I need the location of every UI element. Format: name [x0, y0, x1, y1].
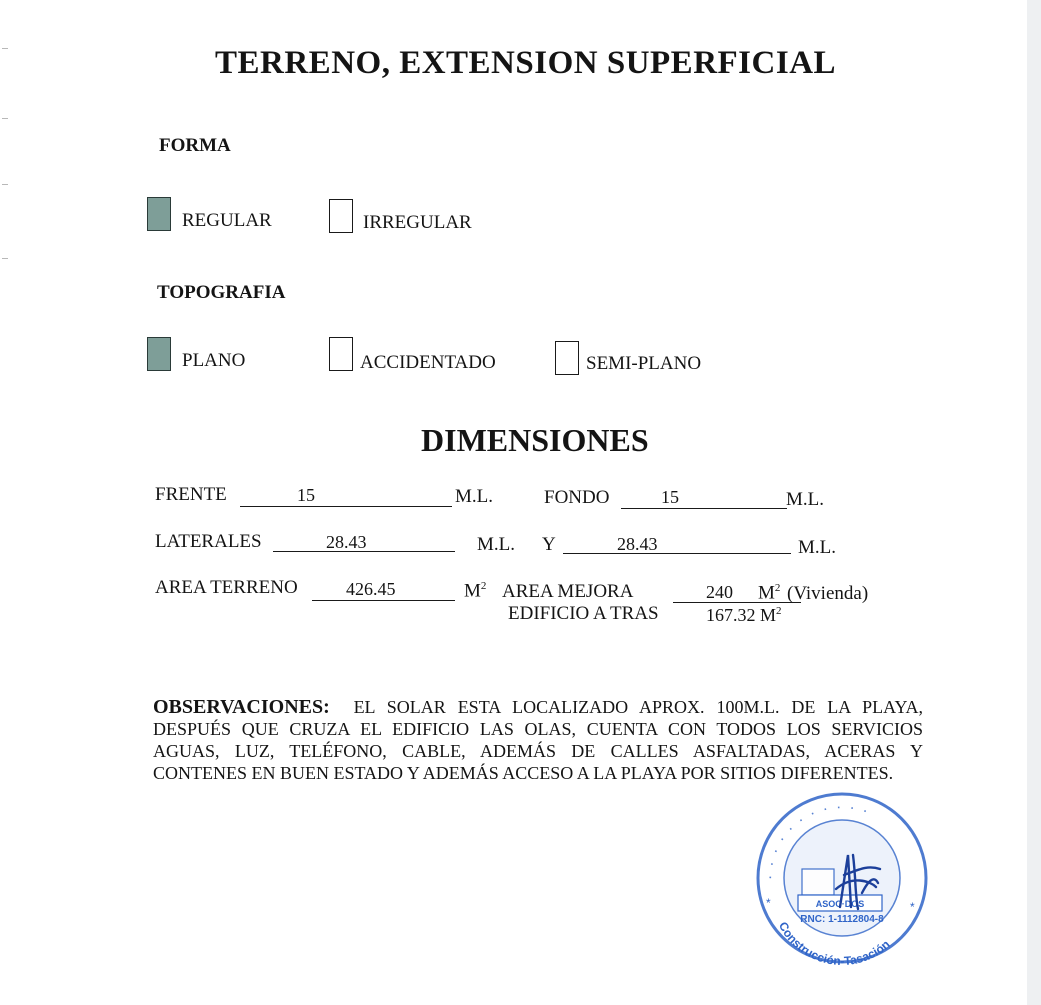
area-terreno-value: 426.45: [346, 579, 396, 599]
edge-mark: [2, 118, 8, 119]
plano-checkbox: [147, 337, 171, 371]
page-edge: [1027, 0, 1041, 1005]
observaciones-heading: OBSERVACIONES:: [153, 696, 330, 718]
frente-unit: M.L.: [455, 486, 493, 507]
regular-checkbox: [147, 197, 171, 231]
observaciones-text: EL SOLAR ESTA LOCALIZADO APROX. 100M.L. DE LA PLAYA, DESPUÉS QUE CRUZA EL EDIFICIO LAS OLAS, CUENTA CON TODOS LOS SERVICIOS AGUAS, LUZ, TELÉFONO, CABLE, ADEMÁS DE CALLES ASFALTADAS, ACERAS Y CONTENES EN BUEN ESTADO Y ADEMÁS ACCESO A LA PLAYA POR SITIOS DIFERENTES.: [153, 697, 923, 783]
seal-building: [802, 869, 834, 895]
laterales-label: LATERALES: [155, 531, 262, 552]
laterales-value: 28.43: [326, 532, 367, 552]
company-seal: [752, 783, 932, 968]
accidentado-label: ACCIDENTADO: [360, 352, 496, 373]
area-terreno-label: AREA TERRENO: [155, 577, 298, 598]
seal-rnc: RNC: 1-1112804-8: [800, 914, 884, 925]
edificio-label: EDIFICIO A TRAS: [508, 603, 659, 624]
seal-bottom-text: Construcción-Tasación: [775, 919, 893, 968]
area-mejora-underline: [673, 602, 801, 603]
frente-value: 15: [297, 485, 315, 505]
area-terreno-unit: $M^2$: [464, 580, 487, 602]
area-terreno-underline: [312, 600, 455, 601]
laterales-2-unit: M.L.: [798, 537, 836, 558]
irregular-checkbox: [329, 199, 353, 233]
edge-mark: [2, 184, 8, 185]
dimensiones-heading: DIMENSIONES: [421, 422, 649, 458]
edge-mark: [2, 258, 8, 259]
frente-underline: [240, 506, 452, 507]
document-title: TERRENO, EXTENSION SUPERFICIAL: [215, 45, 837, 81]
semi-plano-label: SEMI-PLANO: [586, 353, 702, 374]
plano-label: PLANO: [182, 350, 246, 371]
area-mejora-value: 240: [706, 582, 733, 602]
seal-badge-text: ASOC·DOS: [815, 899, 865, 909]
laterales-2-underline: [563, 553, 791, 554]
area-mejora-label: AREA MEJORA: [502, 581, 634, 602]
seal-top-text: · · · · · · · · · · ·: [764, 801, 872, 880]
vivienda-label: (Vivienda): [787, 583, 869, 604]
y-label: Y: [542, 534, 556, 555]
fondo-unit: M.L.: [786, 489, 824, 510]
area-mejora-unit: $M^2$: [758, 582, 781, 604]
topografia-heading: TOPOGRAFIA: [157, 282, 286, 303]
laterales-unit: M.L.: [477, 534, 515, 555]
accidentado-checkbox: [329, 337, 353, 371]
seal-star-right: *: [910, 900, 915, 914]
laterales-value-2: 28.43: [617, 534, 658, 554]
seal-star-left: *: [766, 896, 771, 910]
fondo-underline: [621, 508, 787, 509]
regular-label: REGULAR: [182, 210, 272, 231]
edge-mark: [2, 48, 8, 49]
irregular-label: IRREGULAR: [363, 212, 472, 233]
fondo-value: 15: [661, 487, 679, 507]
semi-plano-checkbox: [555, 341, 579, 375]
frente-label: FRENTE: [155, 484, 227, 505]
observaciones-paragraph: [153, 696, 923, 784]
forma-heading: FORMA: [159, 135, 231, 156]
fondo-label: FONDO: [544, 487, 610, 508]
edificio-value: 167.32 $M^2$: [706, 605, 782, 625]
